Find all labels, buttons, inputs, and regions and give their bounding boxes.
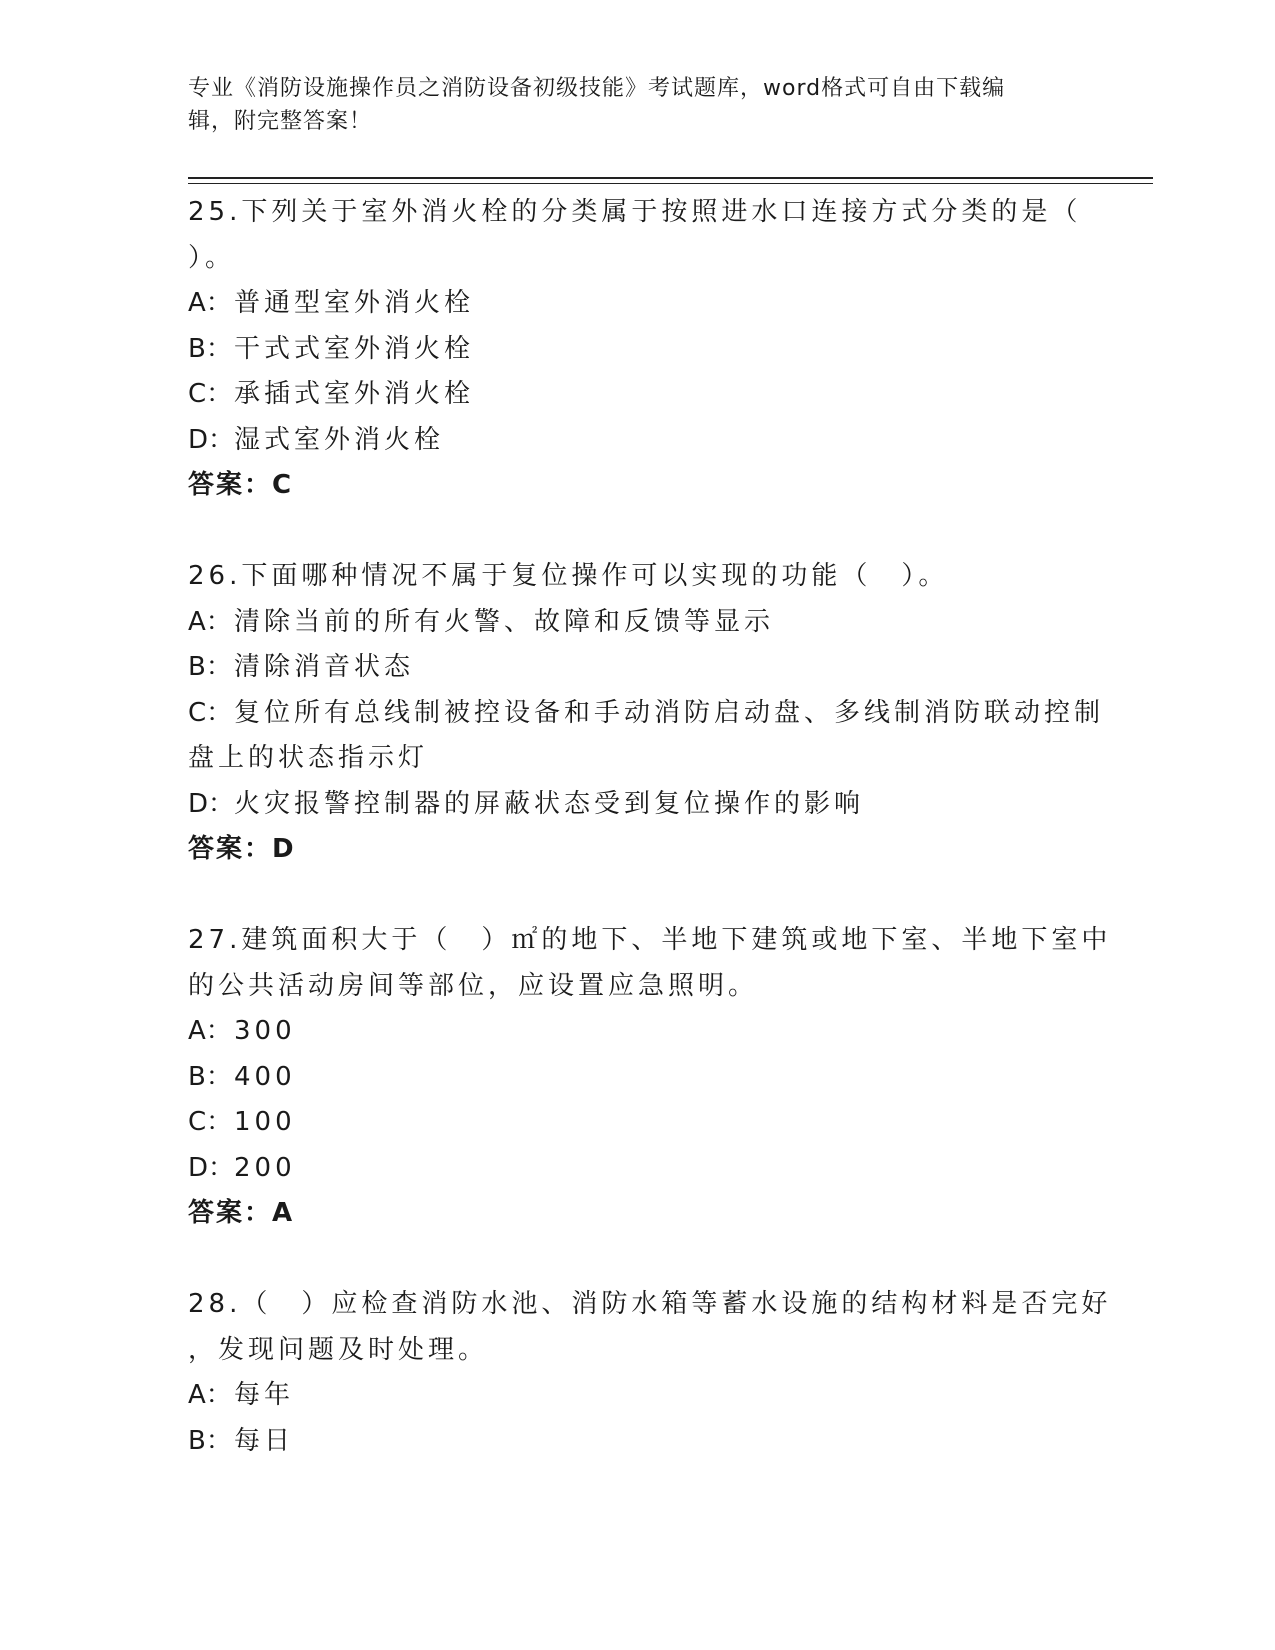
option-c <box>188 1100 1088 1146</box>
question-stem-line: ，发现问题及时处理。 <box>188 1334 489 1365</box>
header-line-1: 专业《消防设施操作员之消防设备初级技能》考试题库，word格式可自由下载编 <box>188 76 1006 101</box>
question-stem-line: 28.（ ）应检查消防水池、消防水箱等蓄水设施的结构材料是否完好 <box>188 1289 1112 1319</box>
header-line-2: 辑，附完整答案！ <box>188 109 373 134</box>
option-text: 100 <box>234 1107 296 1137</box>
option-letter: B： <box>188 1425 232 1456</box>
header-divider-thin <box>188 183 1153 184</box>
option-letter: A： <box>188 1016 232 1046</box>
option-text: 盘上的状态指示灯 <box>188 743 429 773</box>
option-letter: C： <box>188 379 233 409</box>
answer: 答案：D <box>188 834 296 864</box>
option-letter: D： <box>188 1152 235 1183</box>
option-a <box>188 281 1088 327</box>
question-stem-line: 26.下面哪种情况不属于复位操作可以实现的功能（ ）。 <box>188 561 949 591</box>
option-text: 复位所有总线制被控设备和手动消防启动盘、多线制消防联动控制 <box>234 697 1105 728</box>
question-26 <box>188 554 1105 873</box>
option-d <box>188 418 1088 464</box>
option-letter: C： <box>188 697 233 728</box>
option-b <box>188 1055 1088 1101</box>
option-b <box>188 1419 1088 1465</box>
answer: 答案：A <box>188 1198 295 1228</box>
question-stem-line: 27.建筑面积大于（ ）㎡的地下、半地下建筑或地下室、半地下室中 <box>188 925 1112 955</box>
option-letter: B： <box>188 333 232 364</box>
option-a <box>188 1009 1088 1055</box>
document-header <box>188 72 1068 138</box>
option-text: 300 <box>234 1016 296 1046</box>
option-text: 400 <box>234 1061 296 1092</box>
option-text: 普通型室外消火栓 <box>234 288 475 318</box>
option-text: 火灾报警控制器的屏蔽状态受到复位操作的影响 <box>234 788 865 819</box>
answer: 答案：C <box>188 470 294 500</box>
question-stem-line: 25.下列关于室外消火栓的分类属于按照进水口连接方式分类的是（ <box>188 197 1082 227</box>
option-a <box>188 600 1088 646</box>
option-text: 干式式室外消火栓 <box>234 333 475 364</box>
option-d <box>188 1146 1088 1192</box>
option-b <box>188 327 1088 373</box>
option-letter: B： <box>188 1061 232 1092</box>
option-text: 承插式室外消火栓 <box>234 379 475 409</box>
option-text: 清除消音状态 <box>234 652 415 682</box>
option-letter: C： <box>188 1107 233 1137</box>
option-c-continued <box>188 736 1088 782</box>
option-letter: D： <box>188 788 235 819</box>
option-letter: B： <box>188 652 232 682</box>
option-letter: A： <box>188 606 232 637</box>
option-text: 湿式室外消火栓 <box>234 424 445 455</box>
option-letter: A： <box>188 1380 232 1410</box>
option-c <box>188 691 1105 737</box>
option-text: 每年 <box>234 1380 295 1410</box>
question-25 <box>188 190 1088 509</box>
option-text: 200 <box>234 1152 296 1183</box>
question-stem-line: 的公共活动房间等部位，应设置应急照明。 <box>188 970 759 1001</box>
question-list <box>188 190 1112 1464</box>
option-c <box>188 372 1088 418</box>
question-28 <box>188 1282 1112 1464</box>
header-divider-thick <box>188 177 1153 179</box>
option-text: 每日 <box>234 1425 295 1456</box>
question-stem-line: ）。 <box>188 242 236 273</box>
option-a <box>188 1373 1088 1419</box>
option-letter: D： <box>188 424 235 455</box>
option-d <box>188 782 1088 828</box>
option-text: 清除当前的所有火警、故障和反馈等显示 <box>234 606 775 637</box>
option-letter: A： <box>188 288 232 318</box>
question-27 <box>188 918 1112 1237</box>
option-b <box>188 645 1088 691</box>
